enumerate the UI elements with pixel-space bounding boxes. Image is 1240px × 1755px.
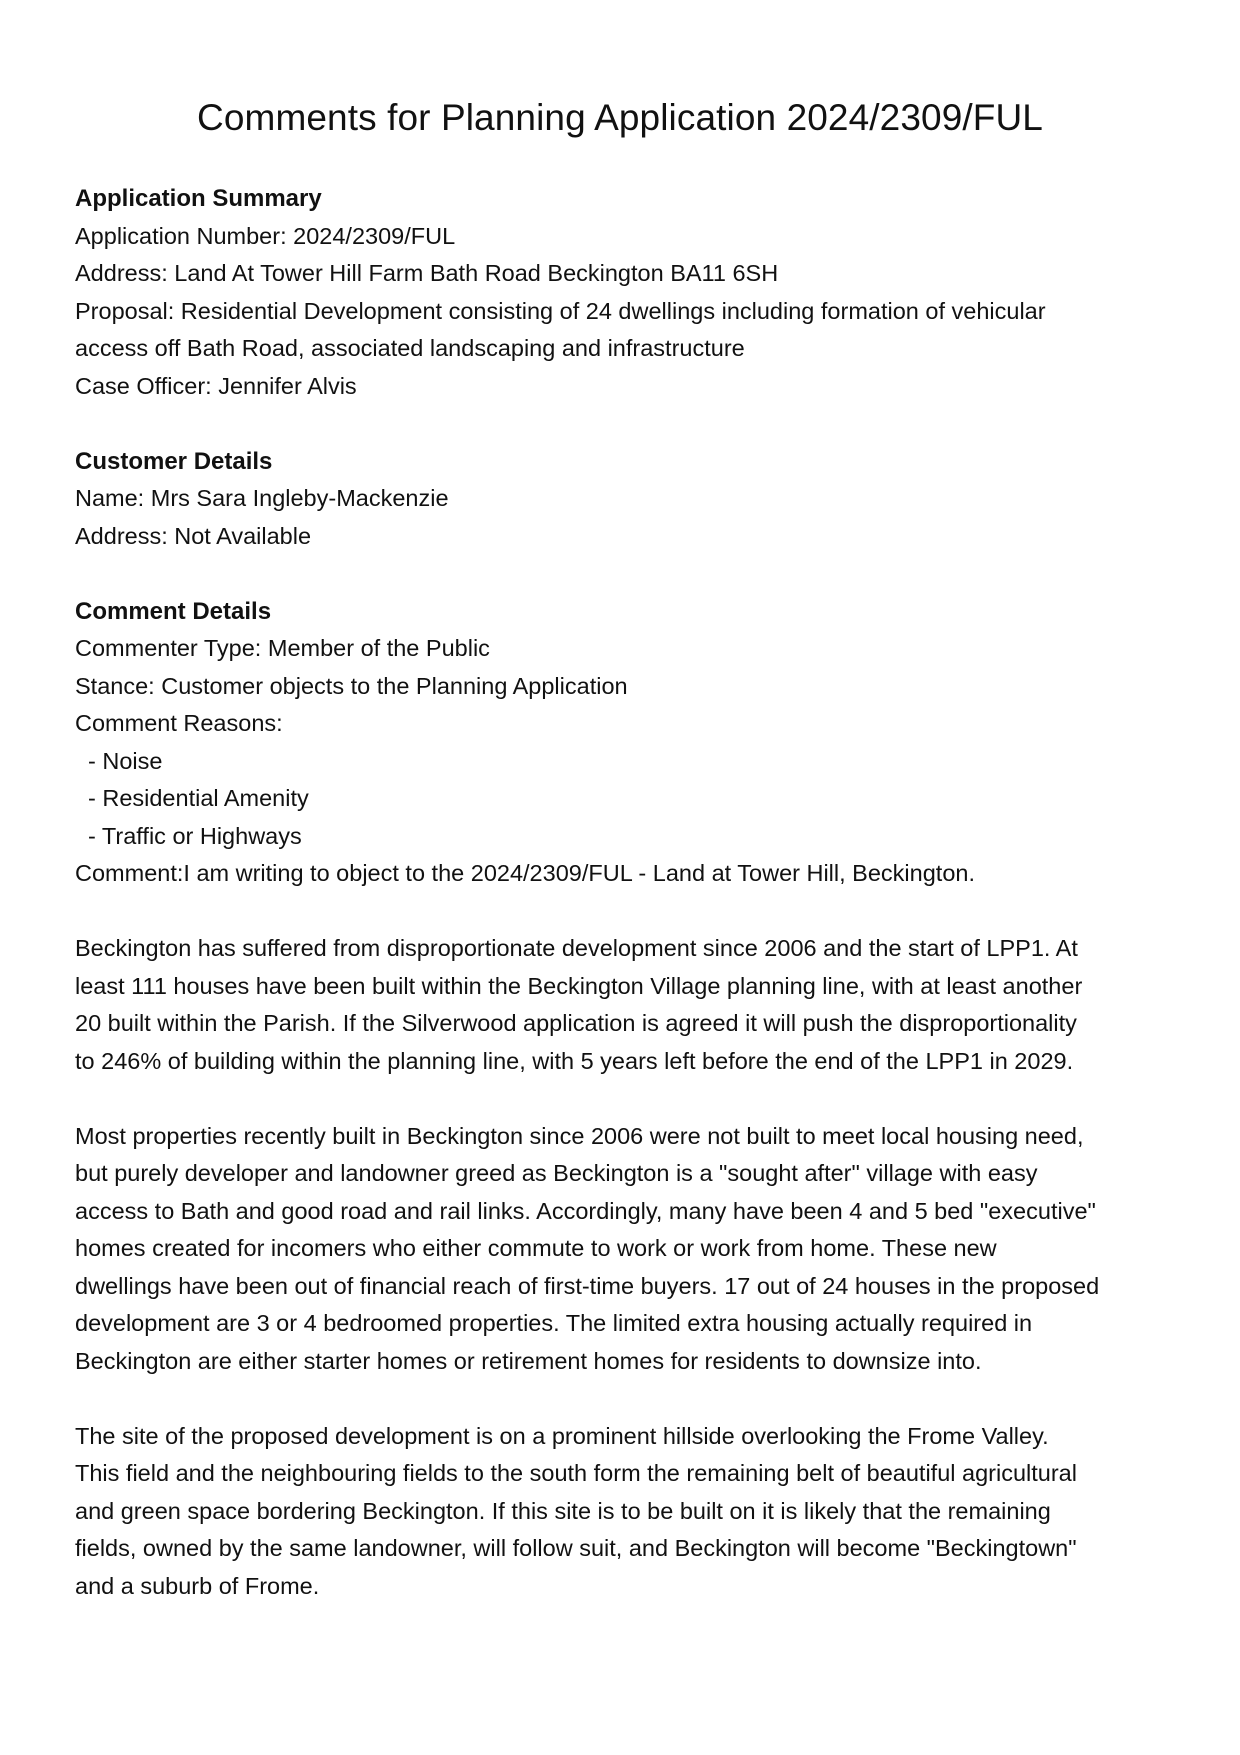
paragraph-line: Beckington are either starter homes or retirement homes for residents to downsize into. xyxy=(75,1347,982,1374)
paragraph-line: The site of the proposed development is on a prominent hillside overlooking the Frome Valley. xyxy=(75,1422,1049,1449)
comment-reasons-label: Comment Reasons: xyxy=(75,710,283,736)
paragraph-line: dwellings have been out of financial reach of first-time buyers. 17 out of 24 houses in the proposed xyxy=(75,1272,1100,1299)
application-summary-section xyxy=(75,180,1175,405)
paragraph-line: development are 3 or 4 bedroomed properties. The limited extra housing actually required in xyxy=(75,1310,1033,1336)
application-summary-heading: Application Summary xyxy=(75,185,322,212)
paragraph-line: but purely developer and landowner greed as Beckington is a "sought after" village with easy xyxy=(75,1160,1038,1186)
page-title: Comments for Planning Application 2024/2309/FUL xyxy=(197,97,1043,138)
paragraph-line: and a suburb of Frome. xyxy=(75,1572,320,1599)
paragraph-line: to 246% of building within the planning line, with 5 years left before the end of the LPP1 in 2029. xyxy=(75,1047,1074,1074)
paragraph-line: Beckington has suffered from disproportionate development since 2006 and the start of LPP1. At xyxy=(75,935,1078,961)
paragraph-line: Most properties recently built in Beckington since 2006 were not built to meet local housing need, xyxy=(75,1122,1084,1149)
commenter-type: Commenter Type: Member of the Public xyxy=(75,635,490,661)
comment-details-section xyxy=(75,593,1175,893)
application-proposal-line-2: access off Bath Road, associated landscaping and infrastructure xyxy=(75,335,745,361)
paragraph-line: fields, owned by the same landowner, will follow suit, and Beckington will become "Beckingtown" xyxy=(75,1535,1077,1561)
comment-reason-item: - Noise xyxy=(88,747,163,774)
paragraph-line: This field and the neighbouring fields to the south form the remaining belt of beautiful agricultural xyxy=(75,1460,1077,1486)
customer-details-section xyxy=(75,443,1175,556)
stance: Stance: Customer objects to the Planning Application xyxy=(75,672,628,699)
comment-details-heading: Comment Details xyxy=(75,597,272,625)
comment-reason-item: - Residential Amenity xyxy=(88,785,309,811)
customer-details-heading: Customer Details xyxy=(75,447,273,475)
application-number: Application Number: 2024/2309/FUL xyxy=(75,222,456,249)
comment-reason-item: - Traffic or Highways xyxy=(88,822,302,849)
comment-paragraph-1 xyxy=(75,930,1175,1080)
document-page xyxy=(75,0,1175,1605)
customer-name: Name: Mrs Sara Ingleby-Mackenzie xyxy=(75,485,449,511)
application-address: Address: Land At Tower Hill Farm Bath Road Beckington BA11 6SH xyxy=(75,260,779,286)
case-officer: Case Officer: Jennifer Alvis xyxy=(75,372,357,399)
paragraph-line: least 111 houses have been built within the Beckington Village planning line, with at least another xyxy=(75,972,1083,999)
paragraph-line: homes created for incomers who either commute to work or work from home. These new xyxy=(75,1235,997,1261)
paragraph-line: access to Bath and good road and rail links. Accordingly, many have been 4 and 5 bed "executive" xyxy=(75,1197,1096,1224)
paragraph-line: and green space bordering Beckington. If this site is to be built on it is likely that the remaining xyxy=(75,1497,1051,1524)
customer-address: Address: Not Available xyxy=(75,522,312,549)
comment-intro: Comment:I am writing to object to the 2024/2309/FUL - Land at Tower Hill, Beckington. xyxy=(75,860,975,886)
paragraph-line: 20 built within the Parish. If the Silverwood application is agreed it will push the disproportionality xyxy=(75,1010,1077,1036)
application-proposal-line-1: Proposal: Residential Development consisting of 24 dwellings including formation of vehicular xyxy=(75,297,1046,324)
comment-paragraph-2 xyxy=(75,1118,1175,1381)
comment-paragraph-3 xyxy=(75,1418,1175,1606)
